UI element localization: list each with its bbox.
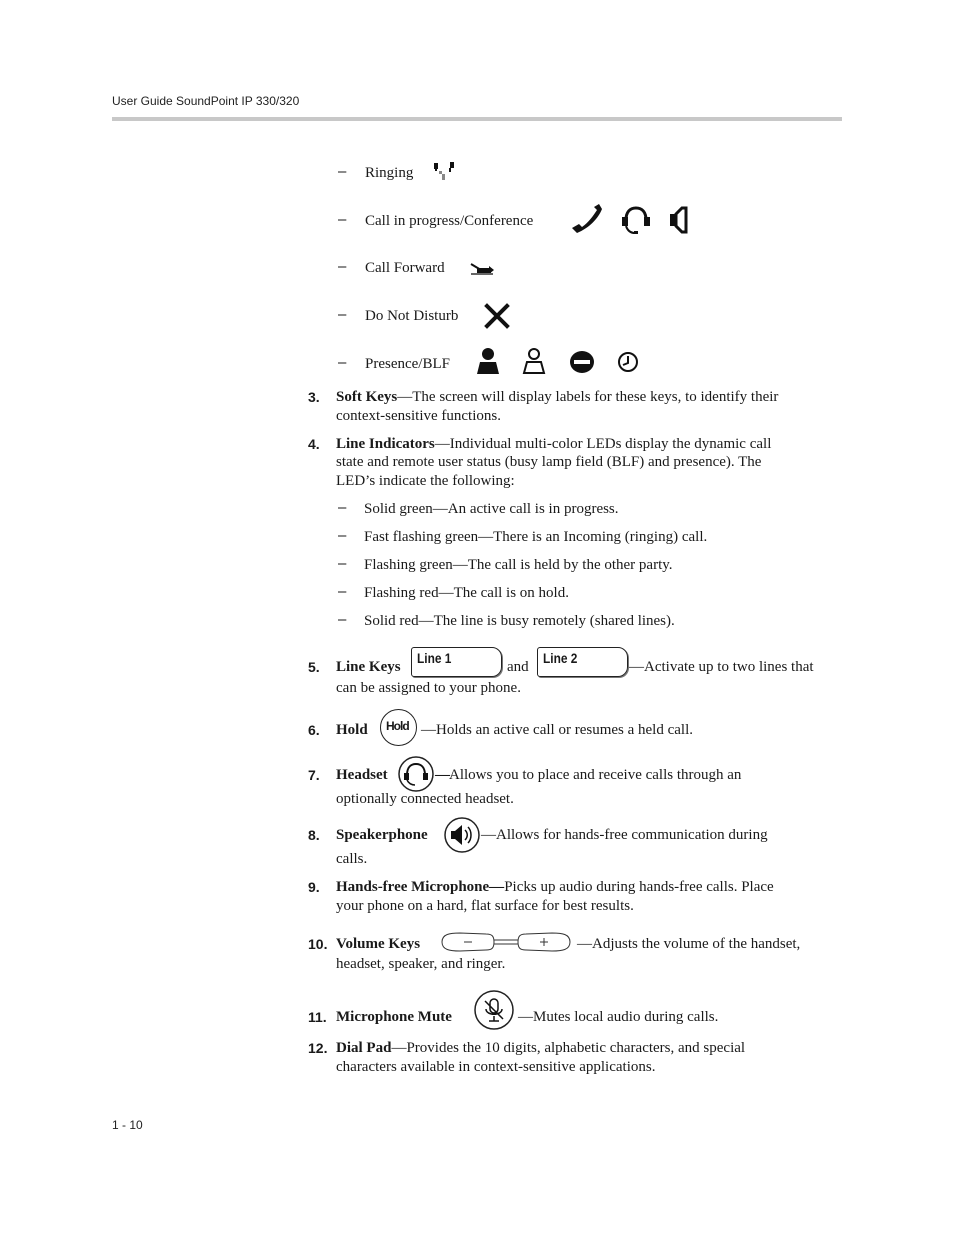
item-number: 5. xyxy=(308,659,320,675)
item-text: state and remote user status (busy lamp field (BLF) and presence). The xyxy=(336,454,762,470)
presence-away-icon xyxy=(617,351,639,373)
speakerphone-key-icon xyxy=(443,816,481,854)
presence-busy-icon xyxy=(569,350,595,374)
call-forward-icon xyxy=(469,262,495,276)
item-text: —Activate up to two lines that xyxy=(629,659,814,675)
item-term: Hold xyxy=(336,722,368,738)
item-term: Line Keys xyxy=(336,659,401,675)
item-dial-pad: Dial Pad—Provides the 10 digits, alphabetic characters, and special xyxy=(336,1040,746,1056)
led-state-item: Flashing red—The call is on hold. xyxy=(364,585,569,601)
line-2-key-image: Line 2 xyxy=(537,647,628,677)
running-header: User Guide SoundPoint IP 330/320 xyxy=(112,94,300,108)
list-dash: – xyxy=(338,306,347,323)
item-number: 4. xyxy=(308,436,320,452)
item-term: Hands-free Microphone— xyxy=(336,879,505,895)
hold-key-image: Hold xyxy=(380,709,417,746)
item-number: 10. xyxy=(308,936,328,952)
item-number: 3. xyxy=(308,389,320,405)
led-state-item: Solid red—The line is busy remotely (shared lines). xyxy=(364,613,675,629)
item-term: Headset xyxy=(336,767,388,783)
item-text: LED’s indicate the following: xyxy=(336,473,515,489)
item-text: —Adjusts the volume of the handset, xyxy=(577,936,801,952)
status-label-call-forward: Call Forward xyxy=(365,260,445,276)
led-state-item: Solid green—An active call is in progress. xyxy=(364,501,619,517)
item-number: 8. xyxy=(308,827,320,843)
status-label-call-in-progress: Call in progress/Conference xyxy=(365,213,534,229)
item-term: Volume Keys xyxy=(336,936,421,952)
led-state-item: Fast flashing green—There is an Incoming (ringing) call. xyxy=(364,529,708,545)
list-dash: – xyxy=(338,583,347,600)
item-text: —Holds an active call or resumes a held call. xyxy=(421,722,693,738)
item-number: 12. xyxy=(308,1040,328,1056)
line-1-key-image: Line 1 xyxy=(411,647,502,677)
item-line-indicators: Line Indicators—Individual multi-color LEDs display the dynamic call xyxy=(336,436,772,452)
item-text: —Mutes local audio during calls. xyxy=(518,1009,719,1025)
item-text: characters available in context-sensitive applications. xyxy=(336,1059,656,1075)
microphone-mute-key-icon xyxy=(473,989,515,1031)
item-term: Soft Keys xyxy=(336,389,398,405)
presence-online-icon xyxy=(476,347,500,375)
item-text: — xyxy=(435,767,450,783)
headset-icon xyxy=(620,204,652,236)
item-term: Microphone Mute xyxy=(336,1009,452,1025)
item-text: —Allows for hands-free communication during xyxy=(481,827,768,843)
item-number: 7. xyxy=(308,767,320,783)
list-dash: – xyxy=(338,555,347,572)
status-label-presence-blf: Presence/BLF xyxy=(365,356,450,372)
item-hands-free-microphone: Hands-free Microphone—Picks up audio during hands-free calls. Place xyxy=(336,879,774,895)
list-dash: – xyxy=(338,354,347,371)
do-not-disturb-icon xyxy=(484,303,510,329)
item-soft-keys: Soft Keys—The screen will display labels for these keys, to identify their xyxy=(336,389,779,405)
item-term: Dial Pad xyxy=(336,1040,392,1056)
item-text: Allows you to place and receive calls through an xyxy=(449,767,742,783)
item-text: can be assigned to your phone. xyxy=(336,680,521,696)
item-text: your phone on a hard, flat surface for best results. xyxy=(336,898,634,914)
handset-icon xyxy=(569,204,603,234)
headset-key-icon xyxy=(397,755,435,793)
list-dash: – xyxy=(338,611,347,628)
list-dash: – xyxy=(338,499,347,516)
item-term: Speakerphone xyxy=(336,827,428,843)
item-number: 11. xyxy=(308,1009,327,1025)
item-text: calls. xyxy=(336,851,368,867)
ringing-icon xyxy=(432,160,458,184)
item-number: 6. xyxy=(308,722,320,738)
item-text: and xyxy=(507,659,529,675)
header-rule xyxy=(112,117,842,121)
item-term: Line Indicators xyxy=(336,436,435,452)
list-dash: – xyxy=(338,527,347,544)
item-text: context-sensitive functions. xyxy=(336,408,501,424)
presence-offline-icon xyxy=(522,347,546,375)
list-dash: – xyxy=(338,211,347,228)
led-state-item: Flashing green—The call is held by the other party. xyxy=(364,557,673,573)
speaker-icon xyxy=(668,204,692,236)
list-dash: – xyxy=(338,163,347,180)
list-dash: – xyxy=(338,258,347,275)
page-number: 1 - 10 xyxy=(112,1118,143,1132)
status-label-do-not-disturb: Do Not Disturb xyxy=(365,308,459,324)
volume-keys-icon xyxy=(438,930,574,954)
item-number: 9. xyxy=(308,879,320,895)
item-text: headset, speaker, and ringer. xyxy=(336,956,506,972)
item-text: optionally connected headset. xyxy=(336,791,514,807)
status-label-ringing: Ringing xyxy=(365,165,414,181)
